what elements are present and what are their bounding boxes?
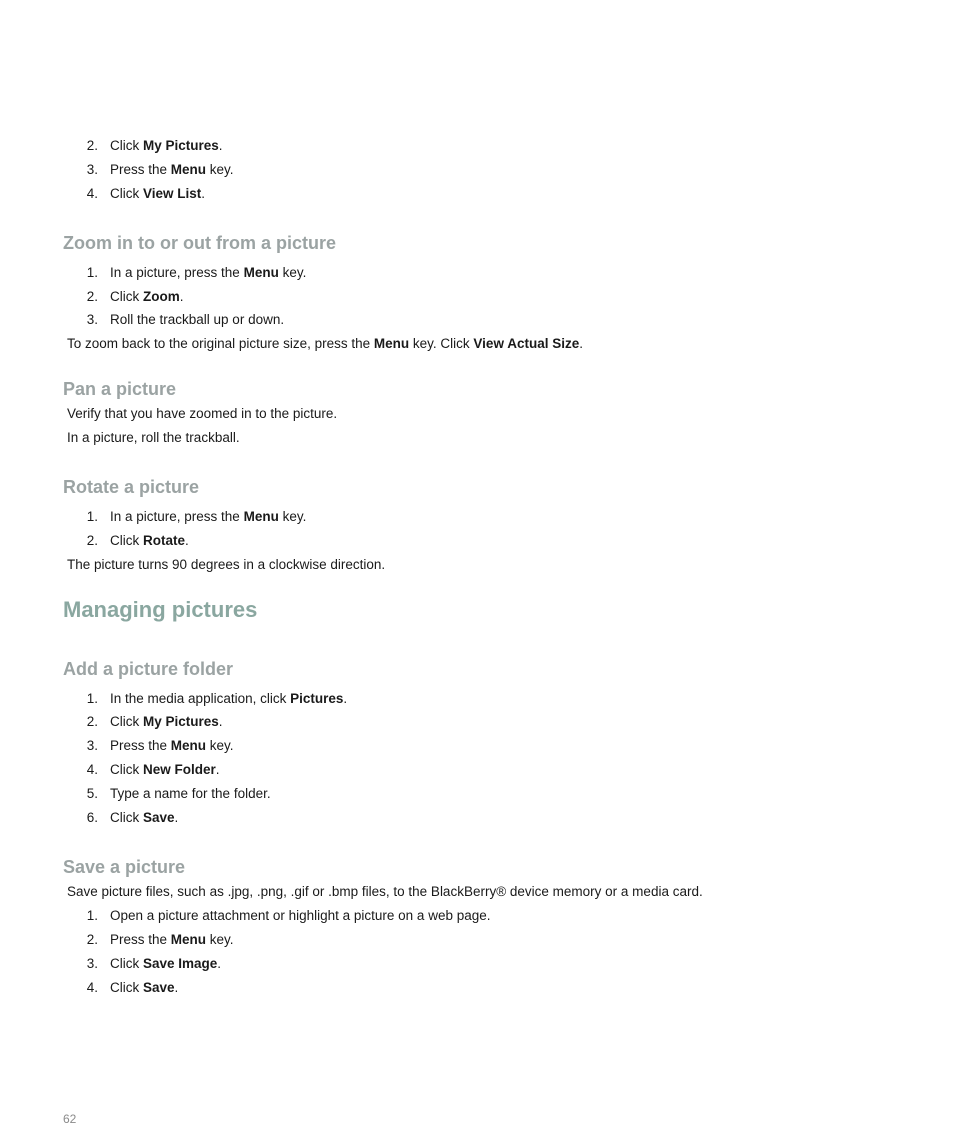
- pan-line-2: In a picture, roll the trackball.: [67, 430, 240, 445]
- save-intro: Save picture files, such as .jpg, .png, .gif or .bmp files, to the BlackBerry® device memory or a media card.: [67, 884, 703, 899]
- document-page: 2. Click My Pictures. 3. Press the Menu key. 4. Click View List. Zoom in to or out from a picture 1. In a picture, press the Menu key. 2. Click Zoom. 3. Roll the trackball up or down. To zoom back to the original picture size, press the Menu key. Click View Actual Size. Pan a picture Verify that you have zoomed in to the picture. In a picture, roll the trackball. Rotate a picture 1. In a picture, press the Menu key. 2. Click Rotate. The picture turns 90 degrees in a clockwise direction. Managing pictures Add a picture folder 1. In the media application, click Pictures. 2. Click My Pictures. 3. Press the Menu key. 4. Click New Folder. 5. Type a name for the folder. 6. Click Save. Save a picture Save picture files, such as .jpg, .png, .gif or .bmp files, to the BlackBerry® device memory or a media card. 1. Open a picture attachment or highlight a picture on a web page. 2. Press the Menu key. 3. Click Save Image. 4. Click Save. 62: [63, 138, 703, 1126]
- section-heading-rotate: Rotate a picture: [63, 477, 200, 497]
- zoom-note: To zoom back to the original picture size, press the Menu key. Click View Actual Size.: [67, 336, 583, 351]
- section-heading-zoom: Zoom in to or out from a picture: [63, 233, 336, 253]
- pan-line-1: Verify that you have zoomed in to the picture.: [67, 406, 338, 421]
- page-number: 62: [63, 1112, 77, 1126]
- section-heading-add-folder: Add a picture folder: [63, 659, 234, 679]
- section-heading-pan: Pan a picture: [63, 379, 177, 399]
- rotate-note: The picture turns 90 degrees in a clockwise direction.: [67, 557, 386, 572]
- section-heading-save: Save a picture: [63, 857, 186, 877]
- chapter-heading-managing: Managing pictures: [63, 597, 258, 622]
